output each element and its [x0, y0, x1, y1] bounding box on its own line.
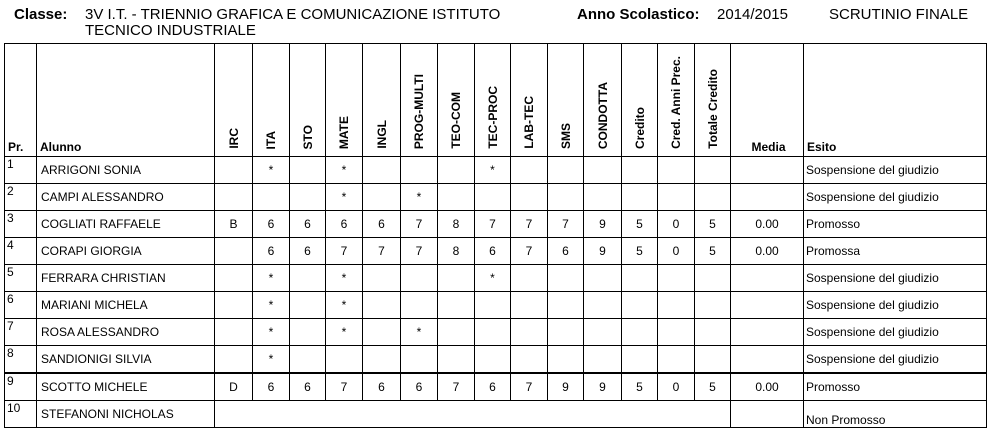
grade-cell [363, 184, 401, 211]
grade-cell: 0 [658, 238, 695, 265]
grade-cell [215, 157, 253, 184]
grade-cell [622, 184, 658, 211]
grade-cell: 0 [658, 373, 695, 401]
grade-cell: 6 [475, 238, 511, 265]
grade-cell: * [401, 184, 438, 211]
grade-cell [290, 184, 326, 211]
col-header-subject [438, 44, 475, 157]
grade-cell [438, 184, 475, 211]
table-row [5, 319, 987, 346]
col-header-subject-label: INGL [374, 120, 389, 149]
grade-cell: 9 [584, 211, 622, 238]
grade-cell: 5 [622, 211, 658, 238]
col-header-subject-label: CONDOTTA [595, 81, 610, 149]
grade-cell [475, 184, 511, 211]
row-number: 5 [5, 265, 37, 292]
grade-cell: 7 [326, 373, 363, 401]
grade-cell [584, 157, 622, 184]
grade-cell: 0 [658, 211, 695, 238]
grade-cell [511, 292, 548, 319]
grade-cell: 7 [363, 238, 401, 265]
table-row [5, 157, 987, 184]
grade-cell [622, 319, 658, 346]
grade-cell: 8 [438, 238, 475, 265]
grade-cell [658, 292, 695, 319]
grade-cell [658, 346, 695, 374]
grade-cell [584, 265, 622, 292]
grade-cell: 6 [253, 373, 290, 401]
grade-cell: 5 [622, 373, 658, 401]
col-header-media: Media [731, 44, 804, 157]
esito-cell: Sospensione del giudizio [804, 319, 987, 346]
grade-cell [622, 292, 658, 319]
col-header-subject-label: STO [300, 124, 315, 149]
col-header-subject [584, 44, 622, 157]
grade-cell [253, 184, 290, 211]
col-header-subject [622, 44, 658, 157]
grade-cell: 6 [548, 238, 584, 265]
grade-cell: * [326, 184, 363, 211]
grade-cell: 6 [326, 211, 363, 238]
media-cell: 0.00 [731, 373, 804, 401]
student-name: STEFANONI NICHOLAS [37, 401, 215, 428]
col-header-esito: Esito [804, 44, 987, 157]
grade-cell: D [215, 373, 253, 401]
student-name: CAMPI ALESSANDRO [37, 184, 215, 211]
grade-cell [363, 265, 401, 292]
row-number: 10 [5, 401, 37, 428]
grade-cell [658, 265, 695, 292]
col-header-subject [695, 44, 731, 157]
esito-cell: Promosso [804, 211, 987, 238]
grade-cell [622, 346, 658, 374]
media-cell [731, 184, 804, 211]
col-header-subject [215, 44, 253, 157]
grade-cell [215, 184, 253, 211]
grade-cell [584, 319, 622, 346]
esito-cell: Promosso [804, 373, 987, 401]
grade-cell [548, 157, 584, 184]
classe-label: Classe: [14, 6, 68, 23]
table-row [5, 238, 987, 265]
anno-label: Anno Scolastico: [577, 6, 700, 23]
grade-cell: 5 [695, 373, 731, 401]
grade-cell [215, 319, 253, 346]
grade-cell [695, 346, 731, 374]
empty-grades-cell [215, 401, 731, 428]
grade-cell [215, 238, 253, 265]
row-number: 6 [5, 292, 37, 319]
grade-cell [622, 157, 658, 184]
esito-cell: Sospensione del giudizio [804, 184, 987, 211]
grade-cell: 6 [290, 373, 326, 401]
grade-cell: B [215, 211, 253, 238]
table-row [5, 265, 987, 292]
grades-table [4, 43, 987, 428]
grade-cell: 7 [511, 373, 548, 401]
grade-cell [326, 346, 363, 374]
grade-cell [695, 292, 731, 319]
col-header-subject-label: LAB-TEC [522, 96, 536, 149]
grade-cell [438, 157, 475, 184]
col-header-pr: Pr. [5, 44, 37, 157]
classe-value-line2: TECNICO INDUSTRIALE [85, 22, 256, 39]
grade-cell: * [326, 292, 363, 319]
media-cell [731, 157, 804, 184]
esito-cell: Non Promosso [804, 401, 987, 428]
grade-cell [548, 292, 584, 319]
col-header-subject-label: PROG-MULTI [412, 73, 426, 149]
table-body [5, 157, 987, 428]
grade-cell: 5 [622, 238, 658, 265]
grade-cell [511, 157, 548, 184]
esito-cell: Sospensione del giudizio [804, 292, 987, 319]
grade-cell: 6 [475, 373, 511, 401]
row-number: 8 [5, 346, 37, 374]
student-name: CORAPI GIORGIA [37, 238, 215, 265]
grade-cell: 6 [363, 211, 401, 238]
grade-cell [215, 265, 253, 292]
media-cell: 0.00 [731, 211, 804, 238]
col-header-subject-label: Totale Credito [705, 69, 720, 149]
grade-cell [475, 319, 511, 346]
classe-value-line1: 3V I.T. - TRIENNIO GRAFICA E COMUNICAZIONE ISTITUTO [85, 6, 501, 23]
grade-cell: 6 [290, 238, 326, 265]
grade-cell [215, 292, 253, 319]
grade-cell: 6 [253, 211, 290, 238]
esito-cell: Promossa [804, 238, 987, 265]
grade-cell: 7 [401, 211, 438, 238]
col-header-subject [511, 44, 548, 157]
esito-cell: Sospensione del giudizio [804, 157, 987, 184]
grade-cell: 9 [584, 238, 622, 265]
grade-cell: 9 [584, 373, 622, 401]
row-number: 4 [5, 238, 37, 265]
grade-cell [695, 319, 731, 346]
grade-cell [475, 346, 511, 374]
grade-cell [584, 292, 622, 319]
media-cell [731, 265, 804, 292]
grade-cell [584, 184, 622, 211]
grade-cell [511, 319, 548, 346]
grade-cell: * [253, 346, 290, 374]
student-name: COGLIATI RAFFAELE [37, 211, 215, 238]
grade-cell: 5 [695, 238, 731, 265]
esito-cell: Sospensione del giudizio [804, 346, 987, 374]
grade-cell [658, 157, 695, 184]
grade-cell: * [475, 265, 511, 292]
grade-cell: 5 [695, 211, 731, 238]
grade-cell: * [326, 319, 363, 346]
row-number: 7 [5, 319, 37, 346]
table-row [5, 184, 987, 211]
grade-cell: 6 [363, 373, 401, 401]
table-header-row [5, 44, 987, 157]
grade-cell: 7 [511, 211, 548, 238]
student-name: ROSA ALESSANDRO [37, 319, 215, 346]
col-header-subject [548, 44, 584, 157]
row-number: 1 [5, 157, 37, 184]
col-header-subject [401, 44, 438, 157]
media-cell [731, 319, 804, 346]
report-header [0, 6, 995, 46]
table-row [5, 211, 987, 238]
grade-cell: 6 [253, 238, 290, 265]
grade-cell [695, 184, 731, 211]
media-cell [731, 346, 804, 374]
grade-cell [363, 319, 401, 346]
student-name: ARRIGONI SONIA [37, 157, 215, 184]
grade-cell [548, 319, 584, 346]
grade-cell [695, 157, 731, 184]
grade-cell: * [401, 319, 438, 346]
col-header-subject-label: MATE [337, 115, 351, 149]
col-header-subject-label: TEC-PROC [485, 86, 500, 149]
grade-cell [290, 292, 326, 319]
grade-cell: 7 [401, 238, 438, 265]
esito-cell: Sospensione del giudizio [804, 265, 987, 292]
col-header-subject-label: Credito [632, 107, 647, 149]
col-header-subject [290, 44, 326, 157]
table-row [5, 292, 987, 319]
col-header-alunno: Alunno [37, 44, 215, 157]
grade-cell [401, 265, 438, 292]
grade-cell [511, 265, 548, 292]
grade-cell: 7 [475, 211, 511, 238]
grade-cell [363, 346, 401, 374]
col-header-subject [658, 44, 695, 157]
student-name: MARIANI MICHELA [37, 292, 215, 319]
grade-cell [658, 184, 695, 211]
table-row [5, 346, 987, 374]
grade-cell: 7 [438, 373, 475, 401]
grade-cell [401, 346, 438, 374]
grade-cell [401, 292, 438, 319]
scrutinio-title: SCRUTINIO FINALE [829, 6, 969, 23]
student-name: SANDIONIGI SILVIA [37, 346, 215, 374]
col-header-subject-label: ITA [264, 130, 278, 149]
col-header-subject [253, 44, 290, 157]
col-header-subject [363, 44, 401, 157]
media-cell [731, 401, 804, 428]
grade-cell [363, 292, 401, 319]
grade-cell [438, 346, 475, 374]
anno-value: 2014/2015 [717, 6, 788, 23]
grade-cell [438, 319, 475, 346]
table-row [5, 373, 987, 401]
grade-cell: 6 [401, 373, 438, 401]
table-row [5, 401, 987, 428]
row-number: 2 [5, 184, 37, 211]
grade-cell [511, 184, 548, 211]
col-header-subject-label: Cred. Anni Prec. [669, 56, 683, 149]
row-number: 3 [5, 211, 37, 238]
grade-cell: * [253, 157, 290, 184]
grade-cell [215, 346, 253, 374]
grade-cell: 7 [511, 238, 548, 265]
grade-cell [401, 157, 438, 184]
grade-cell [438, 292, 475, 319]
col-header-subject-label: TEO-COM [449, 92, 463, 149]
grade-cell [363, 157, 401, 184]
grade-cell: 9 [548, 373, 584, 401]
media-cell: 0.00 [731, 238, 804, 265]
grade-cell [548, 265, 584, 292]
row-number: 9 [5, 373, 37, 401]
grade-cell [438, 265, 475, 292]
grade-cell [622, 265, 658, 292]
grade-cell [511, 346, 548, 374]
grade-cell [584, 346, 622, 374]
student-name: SCOTTO MICHELE [37, 373, 215, 401]
grade-cell: * [253, 319, 290, 346]
col-header-subject-label: IRC [226, 128, 241, 149]
grade-cell: 7 [548, 211, 584, 238]
grade-cell: 7 [326, 238, 363, 265]
grade-cell [290, 265, 326, 292]
grade-cell: * [326, 265, 363, 292]
grade-cell [290, 157, 326, 184]
grade-cell: * [326, 157, 363, 184]
grade-cell [548, 184, 584, 211]
grade-cell: 8 [438, 211, 475, 238]
student-name: FERRARA CHRISTIAN [37, 265, 215, 292]
col-header-subject [326, 44, 363, 157]
grade-cell [695, 265, 731, 292]
grade-cell [475, 292, 511, 319]
grade-cell: * [253, 265, 290, 292]
grade-cell: 6 [290, 211, 326, 238]
media-cell [731, 292, 804, 319]
grade-cell: * [475, 157, 511, 184]
grade-cell [548, 346, 584, 374]
grade-cell [290, 346, 326, 374]
col-header-subject [475, 44, 511, 157]
col-header-subject-label: SMS [558, 122, 573, 149]
grade-cell: * [253, 292, 290, 319]
grade-cell [658, 319, 695, 346]
grade-cell [290, 319, 326, 346]
